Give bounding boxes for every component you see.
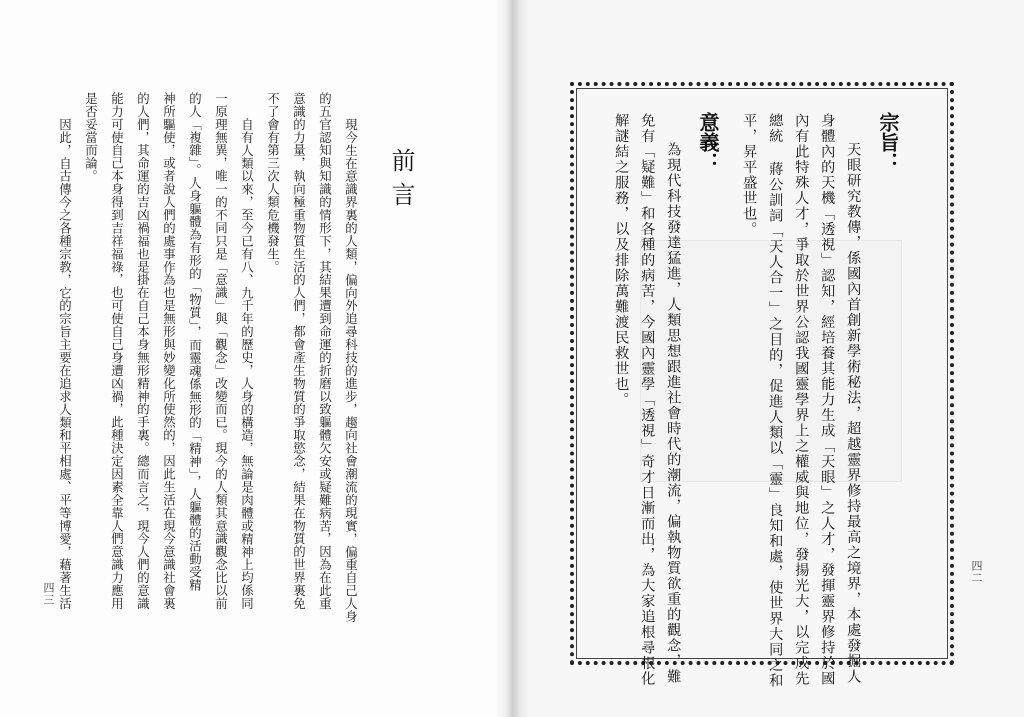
preface-paragraph-line: 現今生在意識界裏的人類，偏向外追尋科技的進步，趨向社會潮流的現實，偏重自己人身 [343,118,359,624]
preface-paragraph-line: 能力可使自己本身得到吉祥福祿，也可使自己身遭凶禍，此種決定因素全靠人們意識力應用 [109,92,125,610]
preface-paragraph-line: 的人「複雜」。人身軀體為有形的「物質」，而靈魂係無形的「精神」，人軀體的活動受精 [187,92,203,592]
inner-border [576,88,948,659]
book-gutter [494,0,528,717]
preface-paragraph-line: 的人們，其命運的吉凶禍福也是掛在自己本身無形精神的手裏。總而言之，現今人們的意識 [135,92,151,610]
purpose-paragraph-line: 身體內的天機「透視」認知，經培養其能力生成「天眼」之人才，發揮靈界修持於國 [819,113,836,687]
preface-paragraph-line: 因此，自古傳今之各種宗教，它的宗旨主要在追求人類和平相處、平等博愛，藉著生活 [57,118,73,611]
purpose-paragraph-line: 天眼研究教傳，係國內首創新學術秘法，超越靈界修持最高之境界，本處發掘人 [845,142,862,685]
page-number-left: 四三 [42,582,55,606]
preface-paragraph-line: 一原理無異，唯一的不同只是「意識」與「觀念」改變而已。現今的人類其意識觀念比以前 [213,92,229,610]
preface-paragraph-line: 是否妥當而論。 [83,92,99,183]
preface-paragraph-line: 不了會有第三次人類危機發生。 [265,92,281,274]
preface-title: 前言 [387,148,415,216]
purpose-paragraph-line: 內有此特殊人才，爭取於世界公認我國靈學界上之權威與地位，發揚光大，以完成先 [793,113,810,687]
purpose-paragraph-line: 總統 蔣公訓詞「天人合一」之目的，促進人類以「靈」良知和處，使世界大同之和 [767,113,784,689]
meaning-paragraph-line: 免有「疑難」和各種的病苦，今國內靈學「透視」奇才日漸而出，為大家追根尋根化 [639,113,656,687]
preface-paragraph-line: 自有人類以來，至今已有八、九千年的歷史，人身的構造，無論是肉體或精神上均係同 [239,118,255,611]
purpose-heading: 宗旨： [876,112,900,172]
preface-paragraph-line: 意識的力量，執向極重物質生活的人們，都會產生物質的爭取慾念，結果在物質的世界裏免 [291,92,307,610]
meaning-heading: 意義： [696,112,720,172]
meaning-paragraph-line: 解謎結之服務，以及排除萬難渡民救世也。 [613,113,630,408]
preface-paragraph-line: 的五官認知與知識的情形下，其結果遭到命運的折磨以致軀體欠安或疑難病苦，因為在此重 [317,92,333,610]
meaning-paragraph-line: 為現代科技發達猛進，人類思想跟進社會時代的潮流，偏執物質欲重的觀念，難 [665,142,682,685]
purpose-paragraph-line: 平，昇平盛世也。 [741,113,758,237]
preface-paragraph-line: 神所驅使，或者說人們的處事作為也是無形與妙變化所使然的，因此生活在現今意識社會裏 [161,92,177,610]
page-number-right: 四二 [970,560,983,584]
